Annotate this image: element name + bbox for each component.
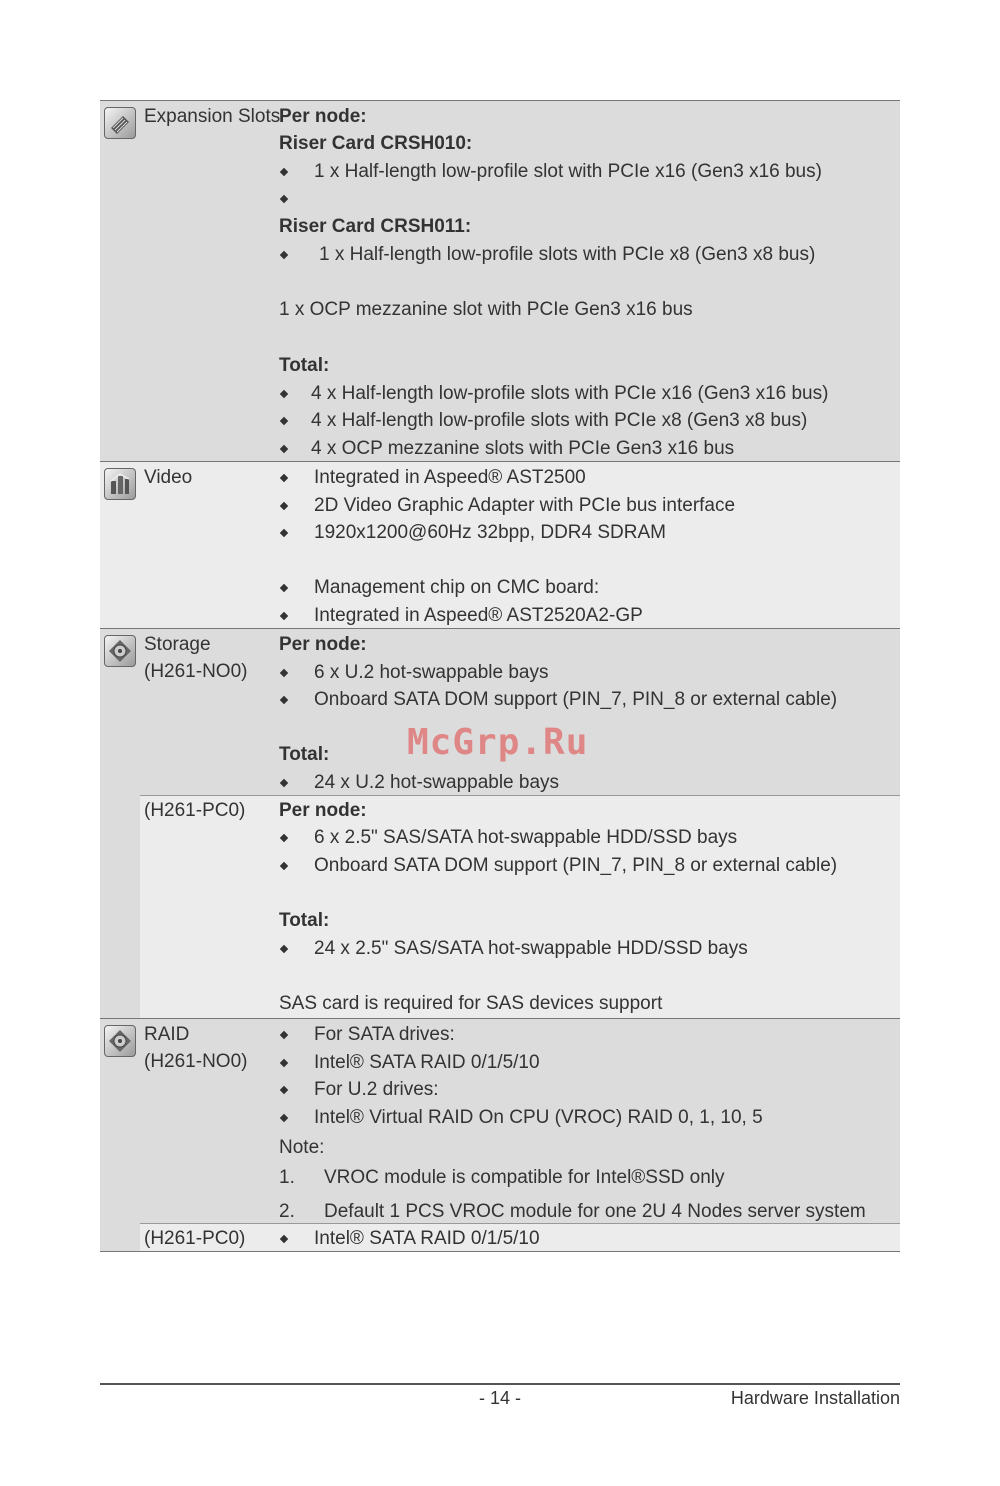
hard-drive-icon: [104, 635, 136, 667]
list-item: Management chip on CMC board:: [314, 577, 600, 598]
list-item: 6 x 2.5" SAS/SATA hot-swappable HDD/SSD bays: [314, 827, 738, 848]
bullet-icon: [280, 612, 288, 620]
per-node-heading: Per node:: [279, 634, 367, 655]
list-item: Intel® Virtual RAID On CPU (VROC) RAID 0, 1, 10, 5: [314, 1107, 763, 1128]
per-node-heading: Per node:: [279, 106, 367, 127]
section-raid: [100, 1019, 900, 1252]
video-icon: [104, 468, 136, 500]
bullet-icon: [280, 834, 288, 842]
watermark: McGrp.Ru: [407, 722, 589, 763]
list-item: For SATA drives:: [314, 1024, 455, 1045]
page-number: - 14 -: [478, 1388, 521, 1408]
bullet-icon: [280, 584, 288, 592]
bullet-icon: [280, 168, 288, 176]
section-label: Video: [144, 467, 193, 488]
bullet-icon: [280, 417, 288, 425]
list-item: For U.2 drives:: [314, 1079, 439, 1100]
list-item: 4 x OCP mezzanine slots with PCIe Gen3 x16 bus: [311, 438, 735, 459]
note-number: 1.: [279, 1167, 295, 1188]
list-item: 4 x Half-length low-profile slots with PCIe x16 (Gen3 x16 bus): [311, 383, 829, 404]
list-item: 1 x Half-length low-profile slots with PCIe x8 (Gen3 x8 bus): [319, 244, 816, 265]
bullet-icon: [280, 1031, 288, 1039]
section-expansion-slots: [100, 101, 900, 462]
bullet-icon: [280, 529, 288, 537]
storage-pc0-row: [140, 795, 900, 1018]
section-label: RAID: [144, 1024, 190, 1045]
total-heading: Total:: [279, 744, 330, 765]
footer-rule: [100, 1383, 900, 1385]
section-label: Expansion Slots: [144, 106, 281, 127]
list-item: Intel® SATA RAID 0/1/5/10: [314, 1228, 540, 1249]
bullet-icon: [280, 945, 288, 953]
total-heading: Total:: [279, 355, 330, 376]
model-label: (H261-PC0): [144, 1228, 246, 1249]
expansion-card-icon: [104, 107, 136, 139]
raid-disk-icon: [104, 1025, 136, 1057]
list-item: Onboard SATA DOM support (PIN_7, PIN_8 or external cable): [314, 855, 838, 876]
bullet-icon: [280, 195, 288, 203]
list-item: 2D Video Graphic Adapter with PCIe bus interface: [314, 495, 736, 516]
list-item: 1920x1200@60Hz 32bpp, DDR4 SDRAM: [314, 522, 666, 543]
sas-note: SAS card is required for SAS devices support: [279, 993, 663, 1014]
bullet-icon: [280, 474, 288, 482]
list-item: 1 x Half-length low-profile slot with PCIe x16 (Gen3 x16 bus): [314, 161, 822, 182]
bullet-icon: [280, 1114, 288, 1122]
bullet-icon: [280, 1086, 288, 1094]
model-label: (H261-PC0): [144, 800, 246, 821]
section-label: Storage: [144, 634, 211, 655]
bullet-icon: [280, 862, 288, 870]
list-item: Integrated in Aspeed® AST2500: [314, 467, 586, 488]
bullet-icon: [280, 390, 288, 398]
note-text: VROC module is compatible for Intel®SSD only: [324, 1167, 725, 1188]
spec-table: [100, 100, 900, 1252]
bullet-icon: [280, 1235, 288, 1243]
model-label: (H261-NO0): [144, 1051, 248, 1072]
list-item: Intel® SATA RAID 0/1/5/10: [314, 1052, 540, 1073]
raid-pc0-row: [140, 1223, 900, 1251]
bullet-icon: [280, 1059, 288, 1067]
model-label: (H261-NO0): [144, 661, 248, 682]
footer-title: Hardware Installation: [730, 1388, 900, 1408]
riser-card-title: Riser Card CRSH010:: [279, 133, 473, 154]
list-item: 24 x 2.5" SAS/SATA hot-swappable HDD/SSD bays: [314, 938, 748, 959]
list-item: 4 x Half-length low-profile slots with PCIe x8 (Gen3 x8 bus): [311, 410, 808, 431]
note-number: 2.: [279, 1201, 295, 1222]
bullet-icon: [280, 669, 288, 677]
total-heading: Total:: [279, 910, 330, 931]
bullet-icon: [280, 251, 288, 259]
ocp-slot-text: 1 x OCP mezzanine slot with PCIe Gen3 x16 bus: [279, 299, 693, 320]
note-label: Note:: [279, 1137, 325, 1158]
bullet-icon: [280, 445, 288, 453]
list-item: 24 x U.2 hot-swappable bays: [314, 772, 560, 793]
riser-card-title: Riser Card CRSH011:: [279, 216, 472, 237]
bullet-icon: [280, 502, 288, 510]
note-text: Default 1 PCS VROC module for one 2U 4 Nodes server system: [324, 1201, 866, 1222]
bullet-icon: [280, 696, 288, 704]
bullet-icon: [280, 779, 288, 787]
per-node-heading: Per node:: [279, 800, 367, 821]
list-item: Onboard SATA DOM support (PIN_7, PIN_8 or external cable): [314, 689, 838, 710]
section-video: [100, 462, 900, 629]
list-item: Integrated in Aspeed® AST2520A2-GP: [314, 605, 643, 626]
list-item: 6 x U.2 hot-swappable bays: [314, 662, 549, 683]
section-storage: [100, 629, 900, 1019]
